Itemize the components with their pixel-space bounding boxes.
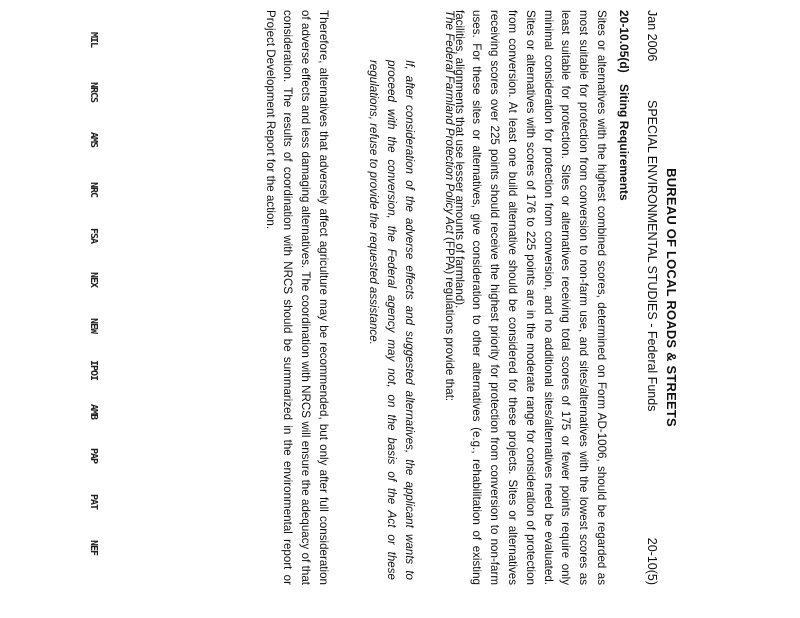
fppa-act-name: The Federal Farmland Protection Policy Act [443,10,456,234]
margin-mark: NEW [88,318,99,334]
agency-heading: BUREAU OF LOCAL ROADS & STREETS [664,168,679,427]
margin-mark: NEX [88,272,99,288]
section-title: Siting Requirements [617,84,631,201]
header-page-number: 20-10(5) [645,537,659,585]
paragraph-siting-scores: Sites or alternatives with the highest combined scores, determined on Form AD-1006, should be regarded as most suitable for protection from conversion to non-farm use, and sites/alternatives with the lowest scores as least suitable for protection. Sites or alternatives receiving total scores of 175 or fewer points require only minimal consideration for protection from conversion, and no additional sites/alternatives need be evaluated. Sites or alternatives with scores of 176 to 225 points are in the moderate range for consideration of protection from conversion. At least one build alternative should be considered for these projects. Sites or alternatives receiving scores over 225 points should receive the highest priority for protection from conversion to non-farm uses. For these sites or alternatives, give consideration to other alternatives (e.g., rehabilitation of existing facilities, alignments that use lesser amounts of farmland). [452,10,608,585]
fppa-quote: If, after consideration of the adverse effects and suggested alternatives, the applicant wants to proceed with the conversion, the Federal agency may not, on the basis of the Act or these regulations, refuse to provide the requested assistance. [367,60,416,580]
margin-mark: AMS [88,132,99,148]
fppa-intro-rest: (FPPA) regulations provide that: [443,233,456,402]
header-title: SPECIAL ENVIRONMENTAL STUDIES - Federal Funds [645,100,659,412]
margin-mark: AMB [88,404,99,420]
margin-mark: IPOI [88,360,99,381]
margin-mark: NRCS [88,82,99,103]
section-number: 20-10.05(d) [617,10,631,73]
paragraph-conclusion: Therefore, alternatives that adversely affect agriculture may be recommended, but only after full consideration of adverse effects and less damaging alternatives. The coordination with NRCS will ensure the adequacy of that consideration. The results of coordination with NRCS should be summarized in the environmental report or Project Development Report for the action. [263,10,330,585]
margin-mark: NEF [88,540,99,556]
margin-mark: MIL [88,32,99,48]
header-date: Jan 2006 [645,10,659,62]
margin-mark: PAT [88,494,99,510]
margin-mark: NRC [88,182,99,198]
margin-mark: FSA [88,228,99,244]
margin-mark: PAP [88,448,99,464]
